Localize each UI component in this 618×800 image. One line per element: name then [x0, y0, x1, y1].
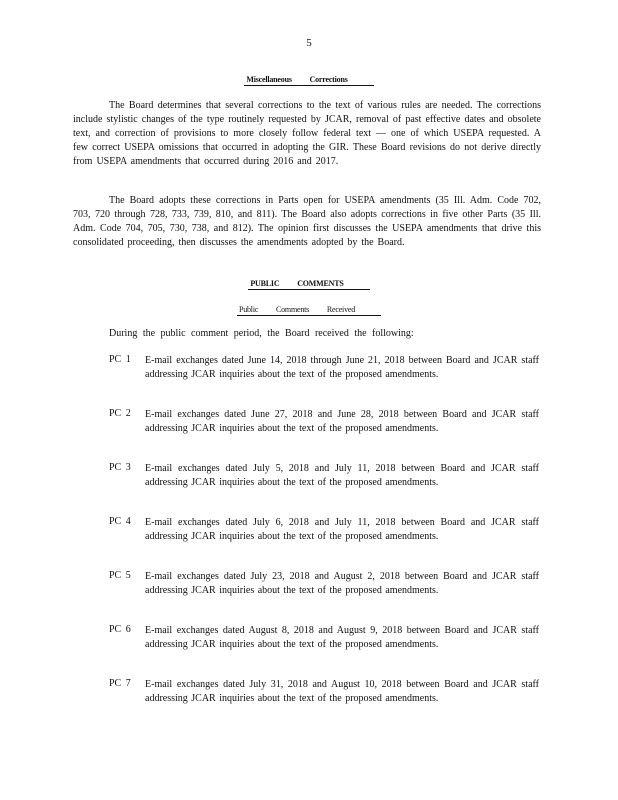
public-comment-text: E-mail exchanges dated August 8, 2018 and August 9, 2018 between Board and JCAR staff addressing JCAR inquiries about the text of the proposed amendments.: [145, 625, 539, 650]
public-comment-item: [109, 624, 539, 678]
heading-public-comments: [0, 279, 618, 290]
heading-public-comments-received: [0, 305, 618, 316]
heading-text: PUBLIC COMMENTS: [248, 279, 369, 290]
heading-text: Public Comments Received: [237, 305, 381, 316]
public-comment-text: E-mail exchanges dated June 14, 2018 through June 21, 2018 between Board and JCAR staff addressing JCAR inquiries about the text of the proposed amendments.: [145, 355, 539, 380]
heading-miscellaneous-corrections: [0, 75, 618, 86]
public-comment-item: [109, 678, 539, 732]
public-comment-item: [109, 516, 539, 570]
public-comment-label: PC 3: [109, 462, 131, 473]
public-comment-text: E-mail exchanges dated July 23, 2018 and August 2, 2018 between Board and JCAR staff addressing JCAR inquiries about the text of the proposed amendments.: [145, 571, 539, 596]
paragraph-corrections-scope: The Board adopts these corrections in Parts open for USEPA amendments (35 Ill. Adm. Code 702, 703, 720 through 728, 733, 739, 810, and 811). The Board also adopts corrections in five other Parts (35 Ill. Adm. Code 704, 705, 730, 738, and 812). The opinion first discusses the USEPA amendments that drive this consolidated proceeding, then discusses the amendments adopted by the Board.: [73, 195, 541, 248]
public-comment-item: [109, 462, 539, 516]
public-comment-label: PC 1: [109, 354, 131, 365]
public-comment-text: E-mail exchanges dated July 6, 2018 and July 11, 2018 between Board and JCAR staff addressing JCAR inquiries about the text of the proposed amendments.: [145, 517, 539, 542]
public-comment-list: [109, 354, 539, 732]
heading-text: Miscellaneous Corrections: [244, 75, 373, 86]
public-comment-text: E-mail exchanges dated July 5, 2018 and July 11, 2018 between Board and JCAR staff addressing JCAR inquiries about the text of the proposed amendments.: [145, 463, 539, 488]
comment-period-intro: During the public comment period, the Board received the following:: [109, 328, 414, 339]
public-comment-item: [109, 570, 539, 624]
page-number: 5: [306, 37, 312, 49]
public-comment-label: PC 2: [109, 408, 131, 419]
public-comment-label: PC 4: [109, 516, 131, 527]
public-comment-text: E-mail exchanges dated June 27, 2018 and June 28, 2018 between Board and JCAR staff addressing JCAR inquiries about the text of the proposed amendments.: [145, 409, 539, 434]
public-comment-label: PC 6: [109, 624, 131, 635]
paragraph-corrections-overview: The Board determines that several corrections to the text of various rules are needed. The corrections include stylistic changes of the type routinely requested by JCAR, removal of past effective dates and obsolete text, and correction of provisions to more closely follow federal text — one of which USEPA requested. A few correct USEPA omissions that occurred in adopting the GIR. These Board revisions do not derive directly from USEPA amendments that occurred during 2016 and 2017.: [73, 100, 541, 167]
public-comment-item: [109, 408, 539, 462]
public-comment-label: PC 5: [109, 570, 131, 581]
public-comment-item: [109, 354, 539, 408]
public-comment-label: PC 7: [109, 678, 131, 689]
public-comment-text: E-mail exchanges dated July 31, 2018 and August 10, 2018 between Board and JCAR staff addressing JCAR inquiries about the text of the proposed amendments.: [145, 679, 539, 704]
